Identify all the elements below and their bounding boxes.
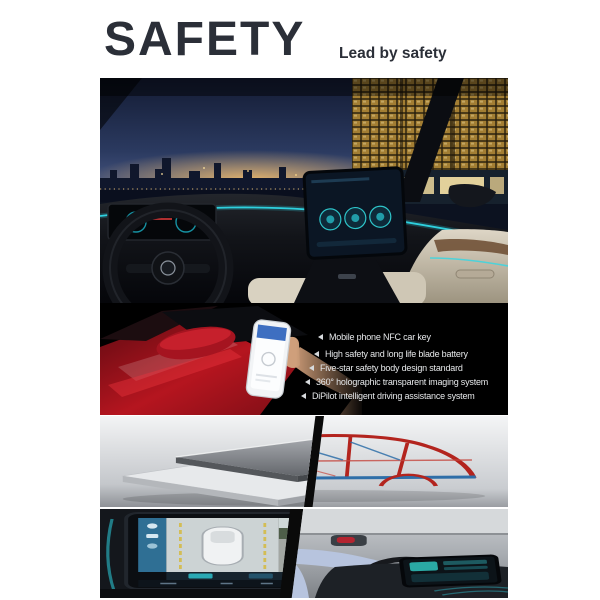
feature-item	[301, 390, 475, 402]
feature-label: High safety and long life blade battery	[325, 349, 468, 359]
top-down-view	[166, 518, 279, 572]
feature-label: 360° holographic transparent imaging system	[316, 377, 489, 387]
center-touchscreen	[304, 168, 406, 259]
feature-label: DiPilot intelligent driving assistance system	[312, 391, 475, 401]
bullet-left-triangle-icon	[301, 393, 306, 399]
feature-list	[100, 303, 508, 415]
hero-interior-photo	[100, 78, 508, 303]
hero-art	[100, 78, 508, 303]
battery-and-body-row	[100, 416, 508, 507]
bullet-left-triangle-icon	[314, 351, 319, 357]
bullet-left-triangle-icon	[305, 379, 310, 385]
nfc-key-section	[100, 303, 508, 415]
feature-item	[305, 376, 488, 388]
feature-label: Five-star safety body design standard	[320, 363, 463, 373]
feature-item	[309, 362, 463, 374]
brand-logo-icon	[161, 261, 175, 275]
feature-item	[314, 348, 468, 360]
feature-item	[318, 331, 431, 343]
feature-label: Mobile phone NFC car key	[329, 332, 431, 342]
bullet-left-triangle-icon	[309, 365, 314, 371]
imaging-and-driver-row	[100, 509, 508, 598]
bullet-left-triangle-icon	[318, 334, 323, 340]
side-mirror-reflection	[331, 535, 367, 546]
page-title: SAFETY	[104, 13, 306, 66]
page-subtitle: Lead by safety	[339, 45, 447, 62]
